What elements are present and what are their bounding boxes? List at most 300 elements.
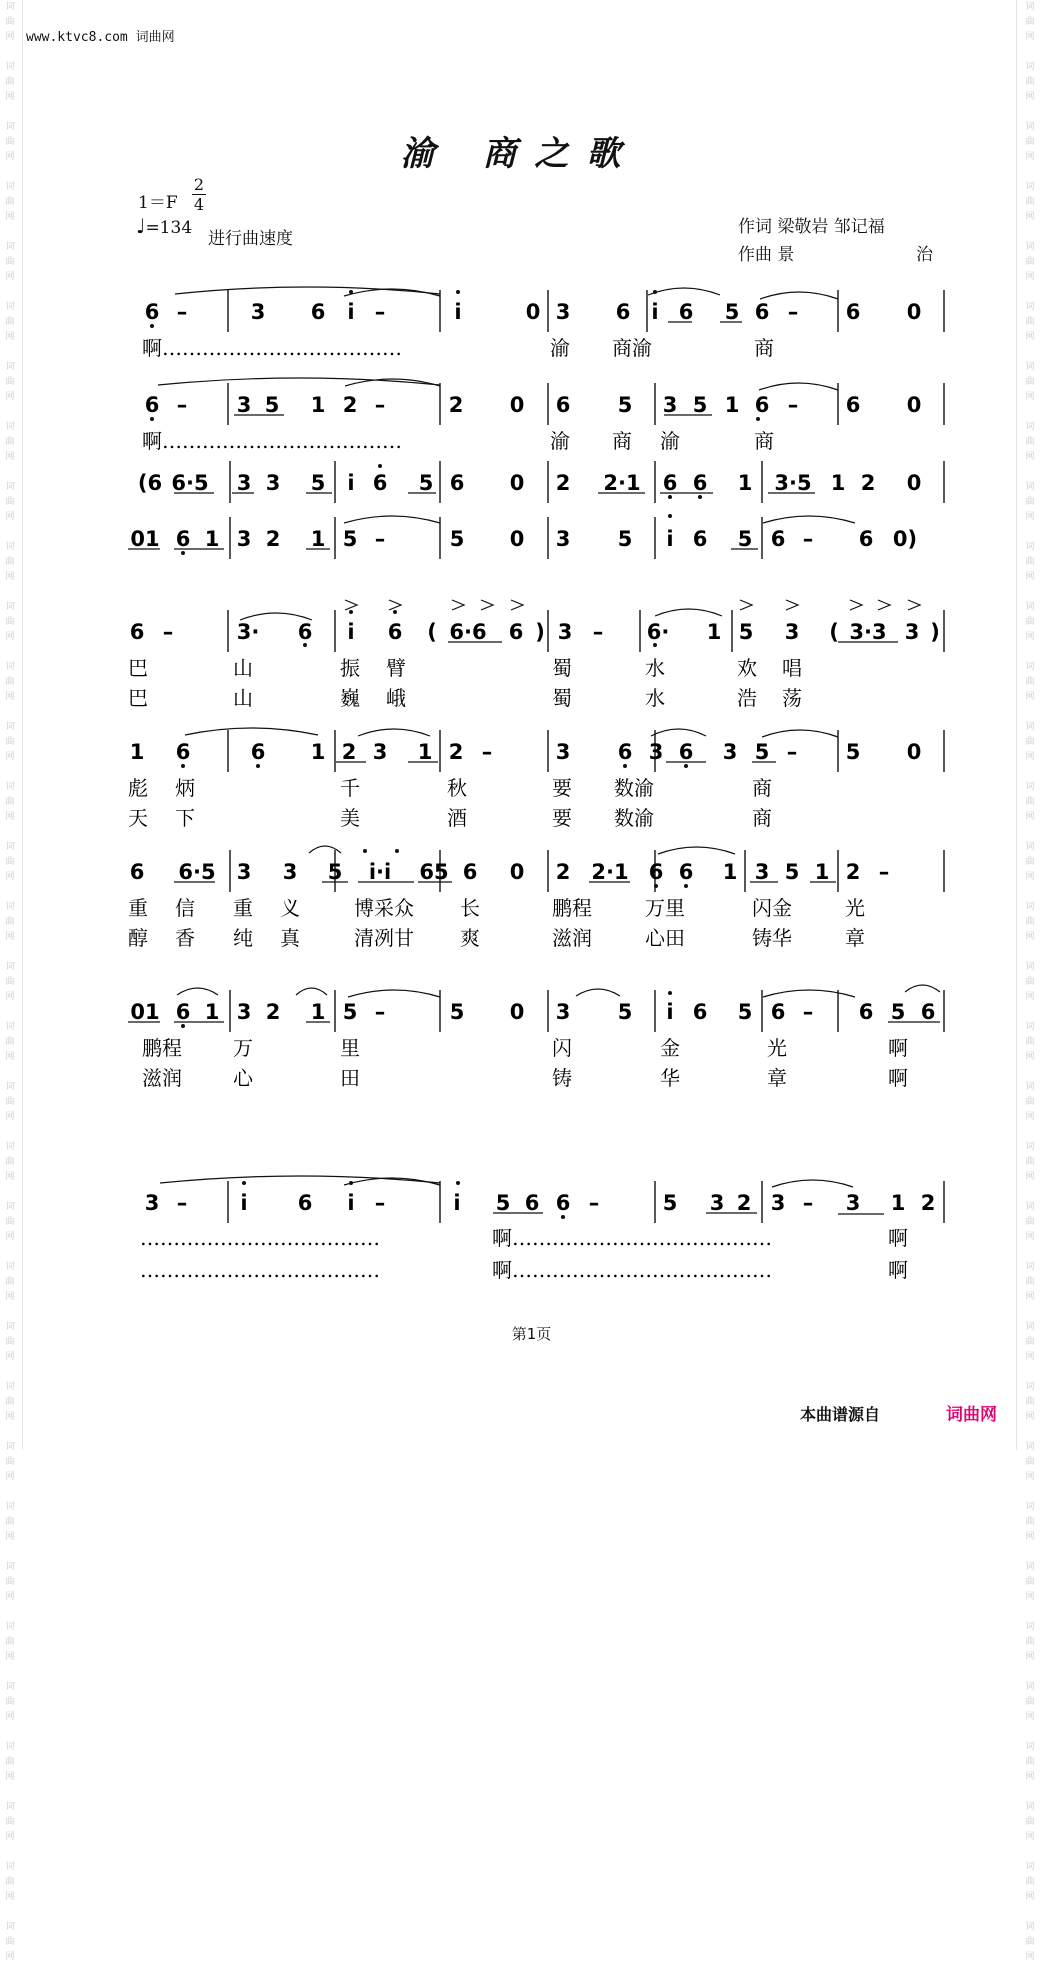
lyric: 万里 bbox=[645, 896, 685, 920]
lyric: 信 bbox=[175, 896, 195, 920]
octave-dot bbox=[684, 884, 688, 888]
note: 6· bbox=[646, 620, 670, 644]
note: 5 bbox=[264, 393, 280, 417]
slur bbox=[576, 989, 620, 996]
note: 3 bbox=[372, 740, 388, 764]
lyric: 巴 bbox=[128, 686, 148, 710]
note: ( bbox=[427, 620, 437, 644]
note: 6 bbox=[615, 300, 631, 324]
lyric: 光 bbox=[767, 1036, 787, 1060]
slur bbox=[655, 609, 722, 616]
note: 6 bbox=[845, 393, 861, 417]
lyric: 鹏程 bbox=[142, 1036, 182, 1060]
lyric: 商渝 bbox=[612, 336, 652, 360]
lyric: 华 bbox=[660, 1066, 680, 1090]
note: 3 bbox=[722, 740, 738, 764]
lyric: 啊……………………………… bbox=[142, 336, 402, 360]
note: 3·3 bbox=[849, 620, 887, 644]
note: 3 bbox=[555, 1000, 571, 1024]
page-number: 第1页 bbox=[511, 1325, 552, 1343]
lyric: 博采众 bbox=[354, 896, 414, 920]
lyric: 欢 bbox=[737, 656, 757, 680]
quarter-note-icon: ♩ bbox=[136, 214, 146, 238]
note: – bbox=[176, 393, 188, 417]
lyric: 啊 bbox=[888, 1258, 908, 1282]
note: 0 bbox=[509, 471, 525, 495]
note: 6 bbox=[678, 300, 694, 324]
accent-mark bbox=[908, 600, 920, 610]
note: 0 bbox=[509, 527, 525, 551]
note: 2·1 bbox=[591, 860, 629, 884]
lyric: 商 bbox=[754, 429, 774, 453]
note: 6 bbox=[449, 471, 465, 495]
note: 6 bbox=[617, 740, 633, 764]
note: – bbox=[374, 1191, 386, 1215]
slur bbox=[651, 729, 706, 736]
note: 1 bbox=[814, 860, 830, 884]
note: 01 bbox=[130, 527, 160, 551]
octave-dot bbox=[256, 764, 260, 768]
note: 6 bbox=[648, 860, 664, 884]
note: 6 bbox=[387, 620, 403, 644]
note: 0 bbox=[509, 393, 525, 417]
note: – bbox=[374, 393, 386, 417]
note: 0 bbox=[906, 393, 922, 417]
note: 6 bbox=[175, 740, 191, 764]
note: 5 bbox=[662, 1191, 678, 1215]
note: 6 bbox=[144, 300, 160, 324]
note: i bbox=[347, 300, 355, 324]
note: 5 bbox=[342, 1000, 358, 1024]
note: (6 bbox=[137, 471, 163, 495]
song-title: 渝 商之歌 bbox=[400, 134, 639, 174]
note: 5 bbox=[449, 1000, 465, 1024]
slur bbox=[358, 729, 430, 736]
lyric: 蜀 bbox=[552, 656, 572, 680]
note: 6 bbox=[845, 300, 861, 324]
note: 0) bbox=[892, 527, 918, 551]
note: 3 bbox=[265, 471, 281, 495]
lyric: 真 bbox=[280, 926, 300, 950]
note: 5 bbox=[418, 471, 434, 495]
time-signature-bottom: 4 bbox=[193, 195, 205, 214]
lyric: 数渝 bbox=[614, 806, 654, 830]
octave-dot bbox=[181, 551, 185, 555]
note: 5 bbox=[310, 471, 326, 495]
slur bbox=[763, 990, 855, 997]
note: – bbox=[176, 1191, 188, 1215]
note: 5 bbox=[724, 300, 740, 324]
octave-dot bbox=[349, 290, 353, 294]
note: 1 bbox=[310, 527, 326, 551]
note: 3 bbox=[904, 620, 920, 644]
note: – bbox=[374, 300, 386, 324]
slur bbox=[772, 1180, 853, 1187]
accent-mark bbox=[345, 600, 357, 610]
octave-dot bbox=[561, 1215, 565, 1219]
lyric: 啊………………………………… bbox=[492, 1226, 772, 1250]
lyric: 商 bbox=[752, 806, 772, 830]
note: 6 bbox=[754, 300, 770, 324]
lyric: 金 bbox=[660, 1036, 680, 1060]
note: 6 bbox=[692, 471, 708, 495]
lyric: 渝 bbox=[550, 429, 570, 453]
lyric: 下 bbox=[175, 806, 195, 830]
lyric: 章 bbox=[845, 926, 865, 950]
lyric: 要 bbox=[552, 806, 572, 830]
note: – bbox=[162, 620, 174, 644]
note: 0 bbox=[906, 471, 922, 495]
lyric: 义 bbox=[280, 896, 300, 920]
left-watermark-strip: 词 曲 网 词 曲 网 词 曲 网 词 曲 网 词 曲 网 词 曲 网 词 曲 网 词 曲 网 词 曲 网 词 曲 网 词 曲 网 词 曲 网 词 曲 网 词 曲 网 词 曲 网 词 曲 网 词 曲 网 词 曲 网 词 曲 网 词 曲 网 词 曲 网 词 曲 网 词 曲 网 词 曲 网 词 曲 网 词 曲 网 词 曲 网 词 曲 网 词 曲 网 词 曲 网 词 曲 网 词 曲 网 词 曲 网 bbox=[5, 2, 15, 1962]
note: 3 bbox=[236, 527, 252, 551]
slur-group bbox=[158, 287, 940, 1187]
note: 3 bbox=[770, 1191, 786, 1215]
right-watermark-strip: 词 曲 网 词 曲 网 词 曲 网 词 曲 网 词 曲 网 词 曲 网 词 曲 网 词 曲 网 词 曲 网 词 曲 网 词 曲 网 词 曲 网 词 曲 网 词 曲 网 词 曲 网 词 曲 网 词 曲 网 词 曲 网 词 曲 网 词 曲 网 词 曲 网 词 曲 网 词 曲 网 词 曲 网 词 曲 网 词 曲 网 词 曲 网 词 曲 网 词 曲 网 词 曲 网 词 曲 网 词 曲 网 词 曲 网 bbox=[1025, 2, 1035, 1962]
note: – bbox=[787, 300, 799, 324]
note: 2 bbox=[448, 740, 464, 764]
slur bbox=[759, 383, 838, 390]
octave-dot bbox=[242, 1181, 246, 1185]
note: 3·5 bbox=[774, 471, 812, 495]
octave-dot bbox=[456, 290, 460, 294]
note: 6 bbox=[175, 1000, 191, 1024]
note: 5 bbox=[617, 527, 633, 551]
octave-dot bbox=[654, 884, 658, 888]
lyric: 啊 bbox=[888, 1066, 908, 1090]
lyric: 山 bbox=[233, 686, 253, 710]
note: 0 bbox=[525, 300, 541, 324]
note: 5 bbox=[617, 393, 633, 417]
octave-dot bbox=[684, 764, 688, 768]
note: 3 bbox=[555, 740, 571, 764]
note: 1 bbox=[737, 471, 753, 495]
lyric: 商 bbox=[752, 776, 772, 800]
note: 2 bbox=[736, 1191, 752, 1215]
note: – bbox=[786, 740, 798, 764]
note: i bbox=[651, 300, 659, 324]
octave-dot bbox=[363, 849, 367, 853]
octave-dot bbox=[653, 290, 657, 294]
lyric: 彪 bbox=[128, 776, 148, 800]
note: 3 bbox=[662, 393, 678, 417]
slur bbox=[345, 379, 440, 386]
lyric: 香 bbox=[175, 926, 195, 950]
lyric: 啊 bbox=[888, 1036, 908, 1060]
lyric: 臂 bbox=[386, 656, 406, 680]
octave-dot bbox=[756, 417, 760, 421]
lyric: 里 bbox=[340, 1036, 360, 1060]
composer-credit-end: 治 bbox=[916, 245, 933, 265]
octave-dot bbox=[668, 495, 672, 499]
octave-dot bbox=[668, 991, 672, 995]
note: 6 bbox=[858, 527, 874, 551]
lyric: 浩 bbox=[737, 686, 757, 710]
note: i bbox=[347, 620, 355, 644]
note: 3 bbox=[236, 860, 252, 884]
note: 0 bbox=[509, 860, 525, 884]
lyric: 滋润 bbox=[142, 1066, 182, 1090]
lyric: 光 bbox=[845, 896, 865, 920]
note: 1 bbox=[310, 1000, 326, 1024]
note: 2 bbox=[555, 471, 571, 495]
octave-dot bbox=[349, 610, 353, 614]
note: 2 bbox=[265, 1000, 281, 1024]
note: 6 bbox=[508, 620, 524, 644]
accent-mark bbox=[511, 600, 523, 610]
lyric: 清冽甘 bbox=[354, 926, 414, 950]
lyric: 铸华 bbox=[752, 926, 792, 950]
slur bbox=[762, 730, 838, 737]
note: 3 bbox=[784, 620, 800, 644]
note: 6 bbox=[678, 740, 694, 764]
lyric: 荡 bbox=[782, 686, 802, 710]
note: 6 bbox=[144, 393, 160, 417]
note: 6 bbox=[858, 1000, 874, 1024]
lyric: 啊……………………………… bbox=[142, 429, 402, 453]
composer-credit: 作曲 景 bbox=[738, 245, 795, 265]
note: 01 bbox=[130, 1000, 160, 1024]
note: i bbox=[347, 471, 355, 495]
note: 3 bbox=[555, 527, 571, 551]
note: 6·5 bbox=[171, 471, 209, 495]
note: ) bbox=[535, 620, 545, 644]
note: ) bbox=[930, 620, 940, 644]
slur bbox=[763, 516, 855, 523]
slur bbox=[185, 728, 318, 735]
note: i bbox=[666, 1000, 674, 1024]
lyric: 长 bbox=[460, 896, 480, 920]
lyric: 心田 bbox=[645, 926, 685, 950]
brand-logo: 词曲网 bbox=[946, 1405, 997, 1425]
note: 1 bbox=[890, 1191, 906, 1215]
lyricist-credit: 作词 梁敬岩 邹记福 bbox=[738, 217, 885, 237]
slur bbox=[175, 287, 440, 294]
note: 2 bbox=[860, 471, 876, 495]
note: 5 bbox=[737, 527, 753, 551]
note: 6 bbox=[692, 527, 708, 551]
note: 6 bbox=[250, 740, 266, 764]
note: 5 bbox=[737, 1000, 753, 1024]
slur bbox=[344, 516, 440, 523]
lyric: 振 bbox=[340, 656, 360, 680]
octave-dot bbox=[393, 610, 397, 614]
note: 3 bbox=[144, 1191, 160, 1215]
note: 3 bbox=[754, 860, 770, 884]
lyric: 巴 bbox=[128, 656, 148, 680]
accent-mark bbox=[452, 600, 464, 610]
lyric: 闪 bbox=[552, 1036, 572, 1060]
lyric: 数渝 bbox=[614, 776, 654, 800]
lyric: 万 bbox=[233, 1036, 253, 1060]
accent-mark bbox=[389, 600, 401, 610]
lyric: 唱 bbox=[782, 656, 802, 680]
note: 6 bbox=[297, 620, 313, 644]
slur bbox=[240, 613, 312, 620]
lyric: 峨 bbox=[386, 686, 406, 710]
lyric: 鹏程 bbox=[552, 896, 592, 920]
note: 1 bbox=[706, 620, 722, 644]
slur bbox=[905, 985, 940, 992]
note: 2 bbox=[342, 393, 358, 417]
note: 6 bbox=[678, 860, 694, 884]
lyric: 啊 bbox=[888, 1226, 908, 1250]
note: – bbox=[802, 1191, 814, 1215]
note: – bbox=[878, 860, 890, 884]
tempo-marking: 进行曲速度 bbox=[208, 229, 293, 249]
note: 1 bbox=[722, 860, 738, 884]
accent-mark bbox=[786, 600, 798, 610]
note: 2 bbox=[555, 860, 571, 884]
note: 2·1 bbox=[603, 471, 641, 495]
note: 6 bbox=[175, 527, 191, 551]
note: 1 bbox=[310, 740, 326, 764]
note: – bbox=[374, 527, 386, 551]
octave-dot bbox=[181, 764, 185, 768]
note: 0 bbox=[906, 300, 922, 324]
note: 6·6 bbox=[449, 620, 487, 644]
note: 5 bbox=[449, 527, 465, 551]
lyric: 滋润 bbox=[552, 926, 592, 950]
note: 6 bbox=[662, 471, 678, 495]
note: 3 bbox=[557, 620, 573, 644]
note: 6 bbox=[310, 300, 326, 324]
lyric: 醇 bbox=[128, 926, 148, 950]
note: i bbox=[454, 300, 462, 324]
source-label: 本曲谱源自 bbox=[800, 1405, 881, 1424]
note: 6 bbox=[920, 1000, 936, 1024]
octave-dot bbox=[181, 1024, 185, 1028]
note: 5 bbox=[495, 1191, 511, 1215]
slur bbox=[296, 988, 327, 995]
note: 5 bbox=[617, 1000, 633, 1024]
accent-mark bbox=[850, 600, 862, 610]
note: 2 bbox=[920, 1191, 936, 1215]
note: 1 bbox=[204, 527, 220, 551]
lyric: 商 bbox=[754, 336, 774, 360]
note: 1 bbox=[204, 1000, 220, 1024]
time-signature-top: 2 bbox=[193, 175, 205, 194]
note: 5 bbox=[890, 1000, 906, 1024]
slur bbox=[348, 990, 440, 997]
lyric: 田 bbox=[340, 1066, 360, 1090]
note: ( bbox=[829, 620, 839, 644]
octave-dot bbox=[150, 324, 154, 328]
note: 1 bbox=[830, 471, 846, 495]
note: – bbox=[588, 1191, 600, 1215]
lyric: 美 bbox=[340, 806, 360, 830]
slur bbox=[160, 1176, 440, 1183]
note: – bbox=[787, 393, 799, 417]
lyric: 渝 bbox=[550, 336, 570, 360]
note: 6 bbox=[770, 527, 786, 551]
note: 5 bbox=[342, 527, 358, 551]
note: 5 bbox=[784, 860, 800, 884]
note: 2 bbox=[265, 527, 281, 551]
note: – bbox=[374, 1000, 386, 1024]
note: i bbox=[347, 1191, 355, 1215]
note: 6 bbox=[770, 1000, 786, 1024]
slur bbox=[760, 292, 838, 299]
note: 6 bbox=[524, 1191, 540, 1215]
slur bbox=[648, 288, 720, 295]
slur bbox=[658, 847, 735, 854]
key-signature: 1＝F bbox=[138, 193, 178, 213]
note: i·i bbox=[368, 860, 392, 884]
note: 1 bbox=[417, 740, 433, 764]
lyric: 心 bbox=[233, 1066, 253, 1090]
note: 3 bbox=[282, 860, 298, 884]
octave-dot bbox=[698, 495, 702, 499]
note: 6 bbox=[372, 471, 388, 495]
note: 6 bbox=[129, 860, 145, 884]
note: 1 bbox=[129, 740, 145, 764]
lyric: 商 bbox=[612, 429, 632, 453]
note: 1 bbox=[310, 393, 326, 417]
note: 5 bbox=[327, 860, 343, 884]
lyric: 酒 bbox=[447, 806, 467, 830]
octave-dot bbox=[623, 764, 627, 768]
note: 6 bbox=[129, 620, 145, 644]
note: 6 bbox=[297, 1191, 313, 1215]
lyric: 秋 bbox=[447, 776, 467, 800]
note: 3 bbox=[250, 300, 266, 324]
note: 6 bbox=[555, 393, 571, 417]
note: 2 bbox=[845, 860, 861, 884]
lyric: 天 bbox=[128, 806, 148, 830]
lyric: 渝 bbox=[660, 429, 680, 453]
octave-dot bbox=[456, 1181, 460, 1185]
lyric: 要 bbox=[552, 776, 572, 800]
slur bbox=[177, 988, 218, 995]
lyric: 铸 bbox=[552, 1066, 572, 1090]
note: 65 bbox=[419, 860, 449, 884]
octave-dot bbox=[349, 1181, 353, 1185]
note: 6 bbox=[754, 393, 770, 417]
note: 3 bbox=[236, 393, 252, 417]
note: 5 bbox=[845, 740, 861, 764]
accent-mark bbox=[481, 600, 493, 610]
note: – bbox=[802, 527, 814, 551]
note: 6 bbox=[692, 1000, 708, 1024]
octave-dot bbox=[395, 849, 399, 853]
lyric: 啊………………………………… bbox=[492, 1258, 772, 1282]
note: – bbox=[802, 1000, 814, 1024]
note: 6 bbox=[462, 860, 478, 884]
note: 3 bbox=[845, 1191, 861, 1215]
lyric: 千 bbox=[340, 776, 360, 800]
octave-dot bbox=[378, 464, 382, 468]
octave-dot bbox=[668, 514, 672, 518]
lyric: 山 bbox=[233, 656, 253, 680]
site-url: www.ktvc8.com 词曲网 bbox=[26, 30, 175, 45]
lyric: 重 bbox=[128, 896, 148, 920]
note: i bbox=[666, 527, 674, 551]
note: i bbox=[453, 1191, 461, 1215]
note: 6·5 bbox=[178, 860, 216, 884]
note: 5 bbox=[738, 620, 754, 644]
lyric: 巍 bbox=[340, 686, 360, 710]
lyric: ……………………………… bbox=[140, 1258, 380, 1282]
note: 3· bbox=[236, 620, 260, 644]
note: 3 bbox=[648, 740, 664, 764]
lyric: 重 bbox=[233, 896, 253, 920]
lyric: 爽 bbox=[460, 926, 480, 950]
note: 3 bbox=[236, 471, 252, 495]
lyric: 水 bbox=[645, 686, 665, 710]
slur bbox=[309, 846, 341, 853]
octave-dot bbox=[150, 417, 154, 421]
